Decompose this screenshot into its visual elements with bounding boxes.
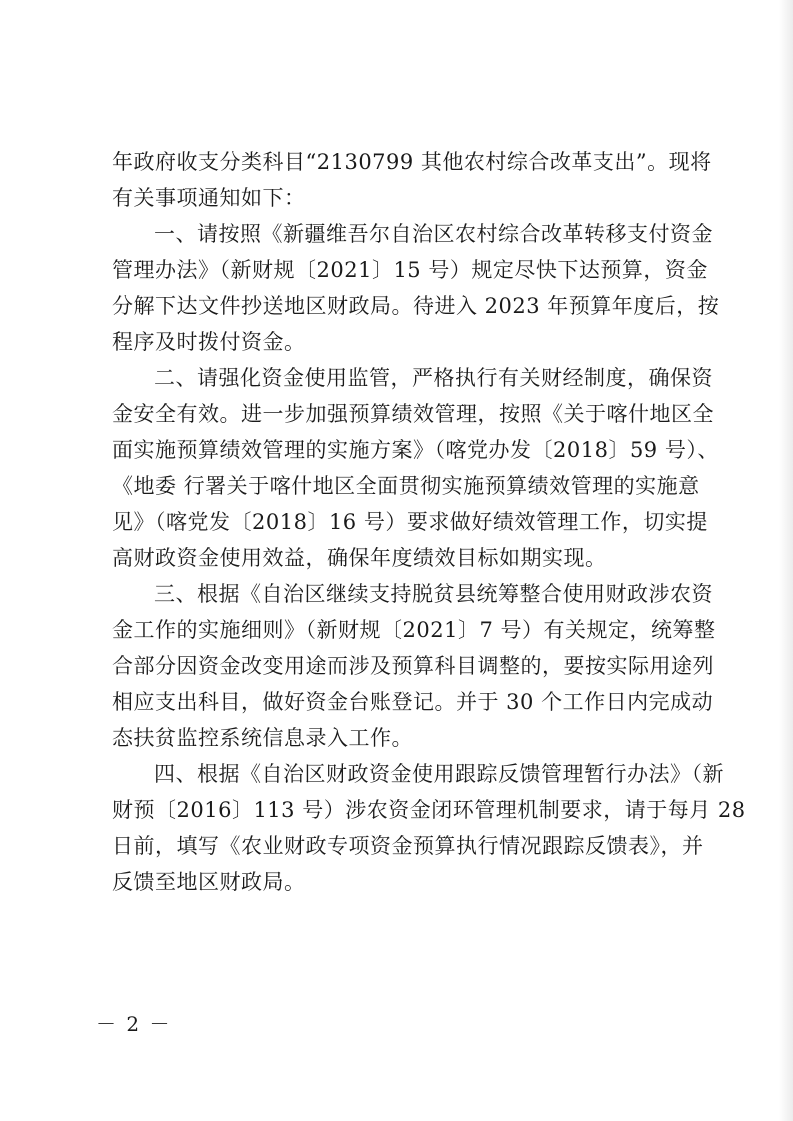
text-line: 金安全有效。进一步加强预算绩效管理，按照《关于喀什地区全 — [112, 402, 714, 426]
text-line: 日前，填写《农业财政专项资金预算执行情况跟踪反馈表》，并 — [112, 834, 704, 858]
text-line: 有关事项通知如下： — [112, 186, 306, 210]
text-line: 四、根据《自治区财政资金使用跟踪反馈管理暂行办法》（新 — [154, 762, 724, 786]
text-line: 管理办法》（新财规〔2021〕15 号）规定尽快下达预算，资金 — [112, 258, 708, 282]
paragraph-item-2 — [112, 360, 719, 576]
text-line: 三、根据《自治区继续支持脱贫县统筹整合使用财政涉农资 — [154, 582, 713, 606]
page-number: － 2 － — [96, 1012, 172, 1036]
paragraph-item-1 — [112, 216, 720, 360]
text-line: 面实施预算绩效管理的实施方案》（喀党办发〔2018〕59 号）、 — [112, 438, 719, 462]
text-line: 年政府收支分类科目“2130799 其他农村综合改革支出”。现将 — [112, 150, 712, 174]
text-line: 二、请强化资金使用监管，严格执行有关财经制度，确保资 — [154, 366, 713, 390]
text-line: 程序及时拨付资金。 — [112, 330, 306, 354]
text-line: 相应支出科目，做好资金台账登记。并于 30 个工作日内完成动 — [112, 690, 714, 714]
paragraph-item-3 — [112, 576, 716, 756]
text-line: 高财政资金使用效益，确保年度绩效目标如期实现。 — [112, 546, 607, 570]
text-line: 财预〔2016〕113 号）涉农资金闭环管理机制要求，请于每月 28 — [112, 798, 746, 822]
text-line: 一、请按照《新疆维吾尔自治区农村综合改革转移支付资金 — [154, 222, 713, 246]
document-body — [112, 144, 746, 900]
text-line: 分解下达文件抄送地区财政局。待进入 2023 年预算年度后，按 — [112, 294, 720, 318]
text-line: 反馈至地区财政局。 — [112, 870, 306, 894]
paragraph-continuation — [112, 144, 712, 216]
text-line: 金工作的实施细则》（新财规〔2021〕7 号）有关规定，统筹整 — [112, 618, 716, 642]
text-line: 合部分因资金改变用途而涉及预算科目调整的，要按实际用途列 — [112, 654, 714, 678]
text-line: 态扶贫监控系统信息录入工作。 — [112, 726, 413, 750]
text-line: 《地委 行署关于喀什地区全面贯彻实施预算绩效管理的实施意 — [112, 474, 700, 498]
scan-edge-shadow — [779, 0, 793, 1121]
paragraph-item-4 — [112, 756, 746, 900]
text-line: 见》（喀党发〔2018〕16 号）要求做好绩效管理工作，切实提 — [112, 510, 708, 534]
